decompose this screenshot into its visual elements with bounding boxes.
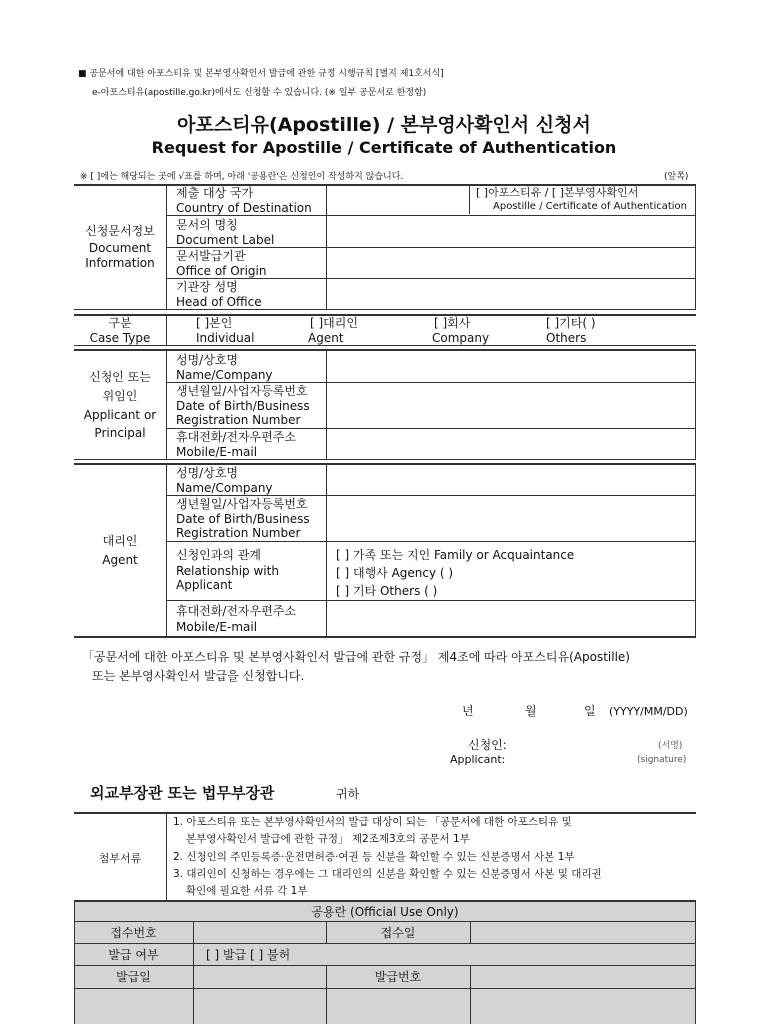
applicant-label-en: Applicant or (83, 408, 157, 422)
divider (695, 463, 696, 636)
date-format: (YYYY/MM/DD) (609, 705, 688, 718)
applicant-signature-label-en: Applicant: (450, 753, 506, 766)
agent-name-label: 성명/상호명 (176, 466, 239, 480)
issuance-options: [ ] 발급 [ ] 불허 (206, 948, 291, 962)
head-office-label: 기관장 성명 (176, 280, 238, 294)
divider (74, 921, 696, 922)
statement-line-1: 「공문서에 대한 아포스티유 및 본부영사확인서 발급에 관한 규정」 제4조에 따라 아포스티유(Apostille) (82, 650, 630, 664)
applicant-name-label-en: Name/Company (176, 368, 273, 382)
agent-birth-label: 생년월일/사업자등록번호 (176, 497, 308, 511)
certificate-type-choice-en: Apostille / Certificate of Authentication (493, 201, 687, 212)
case-option-others[interactable]: [ ]기타( ) (546, 316, 596, 330)
checkbox-notice: ※ [ ]에는 해당되는 곳에 √표를 하며, 아래 '공용란'은 신청인이 작성하지 않습니다. (80, 172, 404, 182)
official-use-title: 공용란 (Official Use Only) (311, 905, 459, 919)
applicant-birth-field[interactable] (328, 384, 694, 427)
applicant-birth-label: 생년월일/사업자등록번호 (176, 384, 308, 398)
issue-date-label: 발급일 (116, 970, 151, 984)
head-office-label-en: Head of Office (176, 295, 262, 309)
divider (74, 943, 696, 944)
divider (166, 349, 167, 459)
applicant-name-label: 성명/상호명 (176, 353, 239, 367)
e-apostille-note: e-아포스티유(apostille.go.kr)에서도 신청할 수 있습니다. (※ 일부 공문서로 한정함) (92, 88, 427, 98)
relationship-option-family[interactable]: [ ] 가족 또는 지인 Family or Acquaintance (336, 548, 575, 562)
office-origin-label-en: Office of Origin (176, 264, 267, 278)
divider (326, 349, 327, 459)
agent-name-field[interactable] (328, 466, 694, 494)
page-subtitle: Request for Apostille / Certificate of Authentication (151, 138, 617, 157)
applicant-mobile-label: 휴대전화/전자우편주소 (176, 430, 296, 444)
case-type-label: 구분 (108, 316, 132, 330)
divider (166, 600, 696, 601)
applicant-birth-label-en: Date of Birth/Business (176, 399, 310, 413)
head-office-field[interactable] (328, 280, 694, 308)
case-type-label-en: Case Type (89, 331, 151, 345)
agent-mobile-label: 휴대전화/전자우편주소 (176, 604, 296, 618)
agent-mobile-label-en: Mobile/E-mail (176, 620, 258, 634)
doc-info-label: 신청문서정보 (85, 224, 155, 238)
addressee-suffix: 귀하 (336, 787, 360, 801)
applicant-mobile-field[interactable] (328, 430, 694, 458)
applicant-signature-label: 신청인: (468, 738, 507, 752)
section-bottom-rule (74, 636, 696, 638)
relationship-label-en: Applicant (176, 578, 233, 592)
attachment-item-3-cont: 확인에 필요한 서류 각 1부 (186, 885, 308, 897)
applicant-label: 위임인 (102, 389, 138, 403)
case-option-company-en: Company (432, 331, 490, 345)
certificate-type-choice[interactable]: [ ]아포스티유 / [ ]본부영사확인서 (476, 186, 639, 199)
date-field[interactable] (480, 702, 580, 720)
date-month-label: 월 (525, 704, 537, 718)
agent-birth-field[interactable] (328, 497, 694, 540)
case-option-agent-en: Agent (308, 331, 344, 345)
section-rule (74, 314, 696, 316)
applicant-label-en: Principal (94, 426, 146, 440)
office-origin-field[interactable] (328, 249, 694, 277)
applicant-birth-label-en: Registration Number (176, 413, 301, 427)
divider (74, 345, 696, 346)
page-title: 아포스티유(Apostille) / 본부영사확인서 신청서 (177, 114, 591, 136)
form-reference: ■ 공문서에 대한 아포스티유 및 본부영사확인서 발급에 관한 규정 시행규칙 [별지 제1호서식] (78, 69, 444, 79)
agent-birth-label-en: Date of Birth/Business (176, 512, 310, 526)
divider (74, 459, 696, 460)
receipt-date-label: 접수일 (380, 926, 416, 940)
case-option-agent[interactable]: [ ]대리인 (310, 316, 358, 330)
document-label-label-en: Document Label (176, 233, 275, 247)
agent-mobile-field[interactable] (328, 603, 694, 635)
date-day-label: 일 (584, 704, 596, 718)
divider (74, 309, 696, 310)
case-option-others-en: Others (546, 331, 587, 345)
attachment-item-1: 1. 아포스티유 또는 본부영사확인서의 발급 대상이 되는 「공문서에 대한 아포스티유 및 (173, 816, 572, 828)
issuance-label: 발급 여부 (108, 948, 159, 962)
section-rule (74, 900, 696, 902)
attachment-item-3: 3. 대리인이 신청하는 경우에는 그 대리인의 신분을 확인할 수 있는 신분증명서 사본 및 대리권 (173, 868, 602, 880)
attachment-item-2: 2. 신청인의 주민등록증·운전면허증·여권 등 신분을 확인할 수 있는 신분증명서 사본 1부 (173, 851, 575, 863)
section-rule (74, 812, 696, 814)
case-option-individual[interactable]: [ ]본인 (196, 316, 233, 330)
office-origin-label: 문서발급기관 (176, 249, 246, 263)
divider (166, 463, 167, 636)
divider (469, 184, 470, 214)
divider (470, 921, 471, 943)
divider (470, 965, 471, 1024)
page-side: (앞쪽) (664, 172, 689, 182)
divider (193, 921, 194, 1024)
agent-name-label-en: Name/Company (176, 481, 273, 495)
signature-mark-en: (signature) (637, 755, 687, 765)
relationship-option-others[interactable]: [ ] 기타 Others ( ) (336, 584, 438, 598)
relationship-option-agency[interactable]: [ ] 대행사 Agency ( ) (336, 566, 454, 580)
divider (166, 541, 696, 542)
agent-label: 대리인 (102, 534, 138, 548)
country-label: 제출 대상 국가 (176, 186, 254, 200)
issue-number-label: 발급번호 (374, 970, 422, 984)
applicant-mobile-label-en: Mobile/E-mail (176, 445, 258, 459)
agent-label-en: Agent (102, 553, 138, 567)
case-option-company[interactable]: [ ]회사 (434, 316, 471, 330)
signature-mark: (서명) (658, 741, 683, 751)
divider (166, 812, 167, 900)
receipt-number-label: 접수번호 (110, 926, 157, 940)
doc-info-label-en: Information (85, 256, 155, 270)
date-year-label: 년 (462, 704, 474, 718)
divider (74, 988, 696, 989)
document-label-label: 문서의 명칭 (176, 218, 238, 232)
applicant-name-field[interactable] (328, 352, 694, 381)
divider (166, 428, 696, 429)
addressee: 외교부장관 또는 법무부장관 (90, 784, 275, 802)
agent-birth-label-en: Registration Number (176, 526, 301, 540)
case-option-individual-en: Individual (196, 331, 255, 345)
country-field[interactable] (328, 187, 468, 213)
statement-line-2: 또는 본부영사확인서 발급을 신청합니다. (92, 669, 305, 683)
divider (166, 314, 167, 345)
section-rule (74, 463, 696, 465)
divider (326, 463, 327, 636)
divider (695, 349, 696, 459)
document-label-field[interactable] (328, 217, 694, 246)
doc-info-label-en: Document (88, 241, 152, 255)
signature-field[interactable] (520, 736, 630, 768)
applicant-label: 신청인 또는 (89, 370, 151, 384)
attachments-label: 첨부서류 (98, 852, 142, 865)
relationship-label: 신청인과의 관계 (176, 548, 261, 562)
section-rule (74, 349, 696, 351)
divider (74, 965, 696, 966)
attachment-item-1-cont: 본부영사확인서 발급에 관한 규정」 제2조제3호의 공문서 1부 (186, 833, 470, 845)
country-label-en: Country of Destination (176, 201, 312, 215)
relationship-label-en: Relationship with (176, 564, 279, 578)
